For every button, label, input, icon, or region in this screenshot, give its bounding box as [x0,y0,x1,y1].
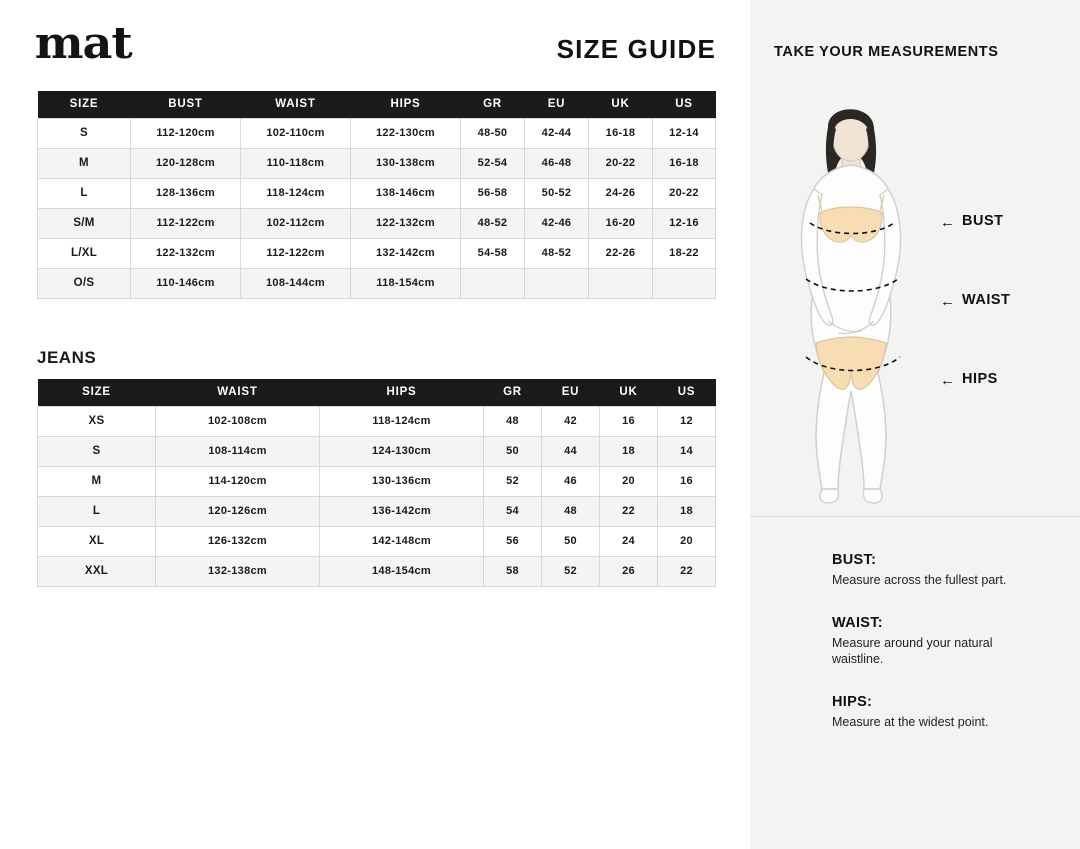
table-row [38,268,716,298]
cell-us: 12 [658,406,716,436]
cell-gr: 48-52 [461,208,525,238]
cell-waist: 108-144cm [241,268,351,298]
cell-uk: 20 [600,466,658,496]
column-header: US [658,379,716,406]
cell-hips: 130-138cm [351,148,461,178]
cell-bust: 122-132cm [131,238,241,268]
hips-callout-label: HIPS [962,371,998,387]
definition-bust [832,552,1062,589]
cell-uk: 22 [600,496,658,526]
cell-size: XL [38,526,156,556]
definition-hips [832,694,1062,731]
cell-uk: 24-26 [589,178,653,208]
column-header: WAIST [241,91,351,118]
definition-description: Measure around your natural waistline. [832,635,993,666]
cell-uk: 24 [600,526,658,556]
cell-gr: 52-54 [461,148,525,178]
cell-eu: 44 [542,436,600,466]
cell-us: 16-18 [653,148,716,178]
cell-size: L [38,178,131,208]
main-size-table-wrapper [37,91,715,299]
cell-waist: 112-122cm [241,238,351,268]
cell-size: S [38,118,131,148]
column-header: GR [461,91,525,118]
brand-name: mat [34,18,132,69]
cell-size: XXL [38,556,156,586]
table-row [38,436,716,466]
column-header: HIPS [351,91,461,118]
jeans-section-title: JEANS [37,348,97,367]
cell-size: M [38,466,156,496]
column-header: SIZE [38,91,131,118]
column-header: EU [525,91,589,118]
definition-term: HIPS: [832,693,873,710]
cell-size: S [38,436,156,466]
table-row [38,496,716,526]
cell-uk: 18 [600,436,658,466]
cell-waist: 120-126cm [156,496,320,526]
column-header: UK [589,91,653,118]
column-header: US [653,91,716,118]
column-header: HIPS [320,379,484,406]
cell-eu: 42-46 [525,208,589,238]
jeans-table-head [38,379,716,406]
cell-bust: 128-136cm [131,178,241,208]
panel-divider-horizontal [750,516,1080,517]
cell-gr: 54-58 [461,238,525,268]
column-header: WAIST [156,379,320,406]
jeans-size-table [37,379,716,587]
cell-us: 20-22 [653,178,716,208]
cell-gr: 56 [484,526,542,556]
main-size-table-head [38,91,716,118]
cell-waist: 110-118cm [241,148,351,178]
cell-hips: 142-148cm [320,526,484,556]
cell-gr: 54 [484,496,542,526]
cell-waist: 102-112cm [241,208,351,238]
cell-hips: 136-142cm [320,496,484,526]
jeans-size-table-wrapper [37,379,715,587]
cell-uk: 22-26 [589,238,653,268]
cell-size: S/M [38,208,131,238]
table-row [38,118,716,148]
cell-gr: 56-58 [461,178,525,208]
jeans-table-body [38,406,716,586]
cell-size: O/S [38,268,131,298]
cell-bust: 110-146cm [131,268,241,298]
cell-waist: 102-108cm [156,406,320,436]
cell-hips: 148-154cm [320,556,484,586]
cell-bust: 120-128cm [131,148,241,178]
column-header: SIZE [38,379,156,406]
cell-bust: 112-120cm [131,118,241,148]
cell-waist: 102-110cm [241,118,351,148]
cell-us: 16 [658,466,716,496]
cell-uk: 16-20 [589,208,653,238]
cell-gr: 48 [484,406,542,436]
page-title: SIZE GUIDE [556,34,716,64]
body-figure-illustration [750,85,1080,515]
cell-us: 20 [658,526,716,556]
column-header: GR [484,379,542,406]
cell-eu: 48-52 [525,238,589,268]
cell-eu: 46 [542,466,600,496]
cell-uk: 20-22 [589,148,653,178]
table-row [38,148,716,178]
female-body-figure-icon [750,85,1080,515]
table-row [38,406,716,436]
cell-size: XS [38,406,156,436]
cell-uk: 26 [600,556,658,586]
table-row [38,556,716,586]
cell-waist: 118-124cm [241,178,351,208]
cell-eu [525,268,589,298]
definition-term: BUST: [832,552,877,568]
column-header: BUST [131,91,241,118]
bust-arrow-icon: ← [940,214,955,231]
definition-waist [832,615,1062,668]
cell-uk [589,268,653,298]
cell-us: 14 [658,436,716,466]
cell-hips: 122-130cm [351,118,461,148]
definition-term: WAIST: [832,614,883,631]
measurement-definitions [832,552,1062,756]
cell-gr: 58 [484,556,542,586]
cell-hips: 118-154cm [351,268,461,298]
cell-eu: 50 [542,526,600,556]
cell-us: 18-22 [653,238,716,268]
bust-callout-label: BUST [962,213,1004,229]
cell-waist: 126-132cm [156,526,320,556]
column-header: UK [600,379,658,406]
cell-hips: 124-130cm [320,436,484,466]
cell-size: M [38,148,131,178]
measurements-panel [750,0,1080,849]
cell-gr [461,268,525,298]
table-row [38,526,716,556]
cell-hips: 130-136cm [320,466,484,496]
cell-us: 12-16 [653,208,716,238]
brand-logo [34,18,132,69]
cell-eu: 42 [542,406,600,436]
table-header-row [38,379,716,406]
cell-gr: 52 [484,466,542,496]
cell-us: 18 [658,496,716,526]
definition-description: Measure at the widest point. [832,714,989,729]
cell-eu: 42-44 [525,118,589,148]
cell-us: 22 [658,556,716,586]
definition-description: Measure across the fullest part. [832,573,1007,587]
main-size-table [37,91,716,299]
hips-arrow-icon: ← [940,372,955,389]
main-size-table-body [38,118,716,298]
cell-us [653,268,716,298]
table-row [38,466,716,496]
cell-hips: 118-124cm [320,406,484,436]
cell-eu: 48 [542,496,600,526]
cell-waist: 132-138cm [156,556,320,586]
column-header: EU [542,379,600,406]
cell-hips: 138-146cm [351,178,461,208]
measurements-title: TAKE YOUR MEASUREMENTS [774,44,999,60]
cell-eu: 52 [542,556,600,586]
cell-size: L/XL [38,238,131,268]
cell-waist: 114-120cm [156,466,320,496]
waist-arrow-icon: ← [940,293,955,310]
cell-eu: 50-52 [525,178,589,208]
cell-uk: 16-18 [589,118,653,148]
cell-gr: 48-50 [461,118,525,148]
cell-size: L [38,496,156,526]
table-row [38,178,716,208]
table-header-row [38,91,716,118]
table-row [38,208,716,238]
cell-hips: 122-132cm [351,208,461,238]
cell-waist: 108-114cm [156,436,320,466]
cell-uk: 16 [600,406,658,436]
waist-callout-label: WAIST [962,292,1011,308]
cell-gr: 50 [484,436,542,466]
cell-eu: 46-48 [525,148,589,178]
cell-bust: 112-122cm [131,208,241,238]
cell-hips: 132-142cm [351,238,461,268]
table-row [38,238,716,268]
cell-us: 12-14 [653,118,716,148]
